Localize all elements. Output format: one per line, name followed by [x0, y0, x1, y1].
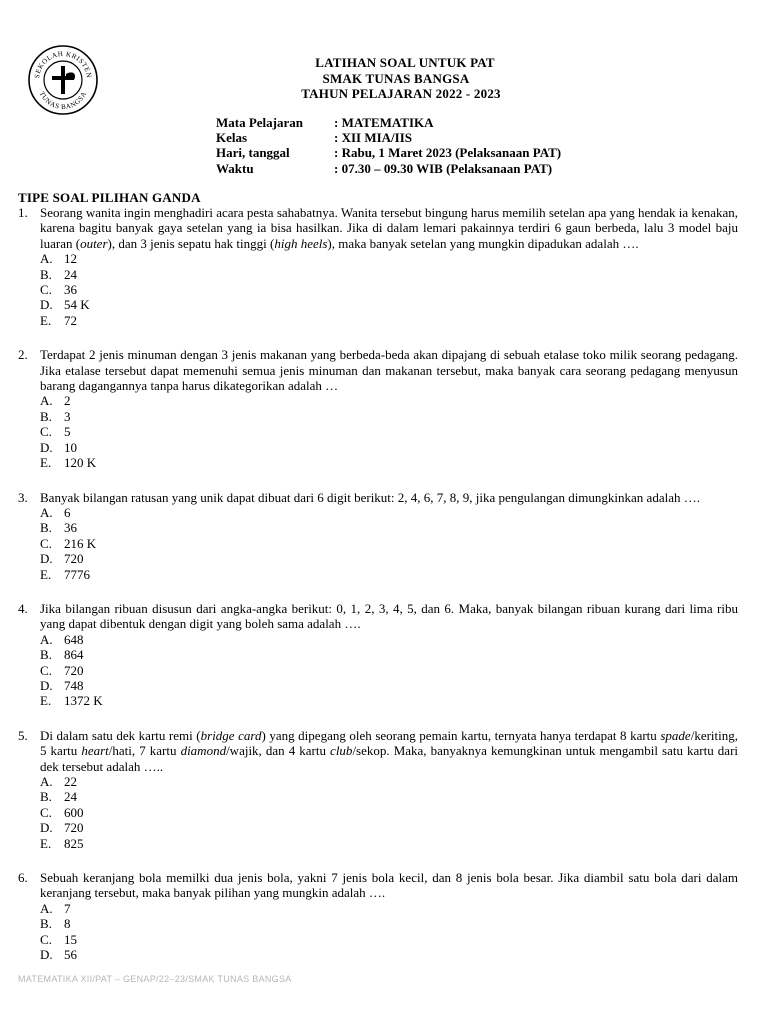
answer-option [40, 693, 738, 708]
answer-option [40, 455, 738, 470]
exam-info-value: : 07.30 – 09.30 WIB (Pelaksanaan PAT) [334, 160, 553, 176]
question-item [18, 728, 738, 851]
answer-option [40, 632, 738, 647]
option-text: 600 [64, 804, 84, 820]
option-letter: A. [40, 774, 53, 789]
question-number: 1. [18, 205, 28, 220]
answer-option [40, 663, 738, 678]
option-text: 10 [64, 439, 77, 455]
question-text: Banyak bilangan ratusan yang unik dapat dibuat dari 6 digit berikut: 2, 4, 6, 7, 8, 9, jika pengulangan dimungkinkan adalah …. [40, 489, 700, 505]
option-letter: D. [40, 677, 53, 693]
page-footer: MATEMATIKA XII/PAT – GENAP/22–23/SMAK TUNAS BANGSA [18, 974, 292, 984]
question-list [18, 205, 738, 962]
answer-option [40, 567, 738, 582]
exam-info-value: : XII MIA/IIS [334, 130, 413, 146]
option-letter: B. [40, 647, 52, 663]
option-text: 748 [64, 677, 84, 693]
option-letter: A. [40, 900, 53, 916]
question-number: 6. [18, 870, 28, 886]
answer-option [40, 282, 738, 297]
logo-text-top: SEKOLAH KRISTEN [33, 49, 94, 79]
question-text: Terdapat 2 jenis minuman dengan 3 jenis makanan yang berbeda-beda akan dipajang di sebuah etalase toko milik seorang pedagang. Jika etalase tersebut dapat memenuhi semua jenis minuman dan makanan tersebut, maka banyak cara seorang pedagang menyusun barang dagangannya tanpa harus dikategorikan adalah … [40, 347, 738, 394]
option-letter: E. [40, 455, 52, 471]
answer-option [40, 505, 738, 520]
section-title: TIPE SOAL PILIHAN GANDA [18, 190, 201, 205]
question-text: Seorang wanita ingin menghadiri acara pesta sahabatnya. Wanita tersebut bingung harus memilih setelan apa yang hendak ia kenakan, karena bagitu banyak gaya setelan yang ia bisa hasilkan. Jika di dalam lemari pakainnya terdiri 6 gaun berbeda, lalu 3 model baju luaran (outer), dan 3 jenis sepatu hak tinggi (high heels), maka banyak setelan yang mungkin dipadukan adalah …. [40, 205, 738, 251]
question-item [18, 347, 738, 470]
answer-option [40, 678, 738, 693]
exam-info-row [216, 115, 561, 130]
answer-option [40, 520, 738, 535]
option-text: 56 [64, 947, 77, 963]
option-letter: C. [40, 662, 52, 678]
option-letter: B. [40, 789, 52, 805]
option-letter: B. [40, 266, 52, 282]
exam-info-label: Mata Pelajaran [216, 115, 304, 130]
answer-option [40, 947, 738, 962]
document-header [0, 55, 768, 102]
answer-option [40, 836, 738, 851]
question-item [18, 205, 738, 328]
option-letter: C. [40, 535, 52, 551]
exam-info-label: Hari, tanggal [216, 145, 290, 161]
option-letter: C. [40, 931, 52, 947]
question-number: 5. [18, 727, 28, 743]
header-title: LATIHAN SOAL UNTUK PAT [315, 55, 495, 70]
option-letter: E. [40, 312, 52, 328]
answer-option [40, 820, 738, 835]
exam-info-value: : MATEMATIKA [334, 115, 434, 130]
answer-option [40, 916, 738, 931]
question-item [18, 490, 738, 582]
exam-info-label: Waktu [216, 160, 254, 176]
question-text: Di dalam satu dek kartu remi (bridge card) yang dipegang oleh seorang pemain kartu, ternyata hanya terdapat 8 kartu spade/keriting, 5 kartu heart/hati, 7 kartu diamond/wajik, dan 4 kartu club/sekop. Maka, banyaknya kemungkinan untuk mengambil satu kartu dari dek tersebut adalah ….. [40, 727, 739, 774]
answer-option [40, 774, 738, 789]
option-text: 864 [64, 647, 84, 663]
option-letter: A. [40, 251, 53, 267]
option-letter: E. [40, 693, 52, 709]
option-text: 8 [64, 916, 71, 932]
option-letter: D. [40, 297, 53, 313]
option-letter: E. [40, 835, 52, 851]
option-text: 5 [64, 424, 71, 440]
option-text: 825 [64, 835, 84, 851]
answer-option [40, 251, 738, 266]
question-item [18, 870, 738, 962]
option-text: 2 [64, 393, 71, 409]
option-letter: B. [40, 408, 52, 424]
option-text: 720 [64, 662, 84, 678]
answer-option [40, 424, 738, 439]
question-number: 3. [18, 489, 28, 505]
logo-text-bottom: TUNAS BANGSA [37, 90, 89, 112]
exam-info-row [216, 145, 561, 160]
answer-option [40, 297, 738, 312]
exam-info-row [216, 130, 561, 145]
answer-option [40, 267, 738, 282]
option-letter: A. [40, 631, 53, 647]
answer-option [40, 932, 738, 947]
option-text: 648 [64, 631, 84, 647]
answer-option [40, 805, 738, 820]
option-letter: A. [40, 504, 53, 520]
answer-option [40, 409, 738, 424]
answer-option [40, 789, 738, 804]
option-text: 72 [64, 312, 77, 328]
option-letter: C. [40, 804, 52, 820]
option-text: 1372 K [64, 693, 103, 709]
header-year: TAHUN PELAJARAN 2022 - 2023 [301, 86, 501, 101]
answer-option [40, 536, 738, 551]
option-letter: D. [40, 820, 53, 836]
option-text: 24 [64, 789, 77, 805]
option-text: 54 K [64, 297, 90, 313]
option-text: 3 [64, 408, 71, 424]
option-text: 6 [64, 504, 71, 520]
question-text: Jika bilangan ribuan disusun dari angka-angka berikut: 0, 1, 2, 3, 4, 5, dan 6. Maka, banyak bilangan ribuan kurang dari lima ribu yang dapat dibentuk dengan digit yang boleh sama adalah …. [40, 600, 738, 632]
option-text: 7 [64, 900, 71, 916]
option-text: 7776 [64, 566, 90, 582]
question-text: Sebuah keranjang bola memilki dua jenis bola, yakni 7 jenis bola kecil, dan 8 jenis bola besar. Jika diambil satu bola dari dalam keranjang tersebut, maka banyak pilihan yang mungkin adalah …. [40, 870, 738, 901]
option-text: 24 [64, 266, 77, 282]
answer-option [40, 440, 738, 455]
option-letter: D. [40, 551, 53, 567]
exam-info-value: : Rabu, 1 Maret 2023 (Pelaksanaan PAT) [334, 145, 562, 161]
header-school: SMAK TUNAS BANGSA [322, 70, 470, 86]
option-text: 720 [64, 820, 84, 836]
question-number: 4. [18, 600, 28, 616]
answer-option [40, 393, 738, 408]
option-text: 720 [64, 551, 84, 567]
option-letter: B. [40, 520, 52, 536]
option-text: 12 [64, 251, 77, 267]
option-letter: C. [40, 282, 52, 298]
option-text: 36 [64, 520, 77, 536]
answer-option [40, 647, 738, 662]
question-number: 2. [18, 347, 28, 363]
option-letter: B. [40, 916, 52, 932]
option-letter: C. [40, 424, 52, 440]
answer-option [40, 901, 738, 916]
exam-info-row [216, 161, 561, 176]
question-item [18, 601, 738, 709]
option-text: 22 [64, 774, 77, 789]
option-letter: D. [40, 439, 53, 455]
exam-info [216, 115, 561, 176]
option-text: 216 K [64, 535, 97, 551]
option-letter: E. [40, 566, 52, 582]
answer-option [40, 551, 738, 566]
exam-info-label: Kelas [216, 130, 248, 146]
option-letter: A. [40, 393, 53, 409]
option-text: 120 K [64, 455, 97, 471]
option-text: 15 [64, 931, 77, 947]
answer-option [40, 313, 738, 328]
option-text: 36 [64, 282, 77, 298]
option-letter: D. [40, 947, 53, 963]
